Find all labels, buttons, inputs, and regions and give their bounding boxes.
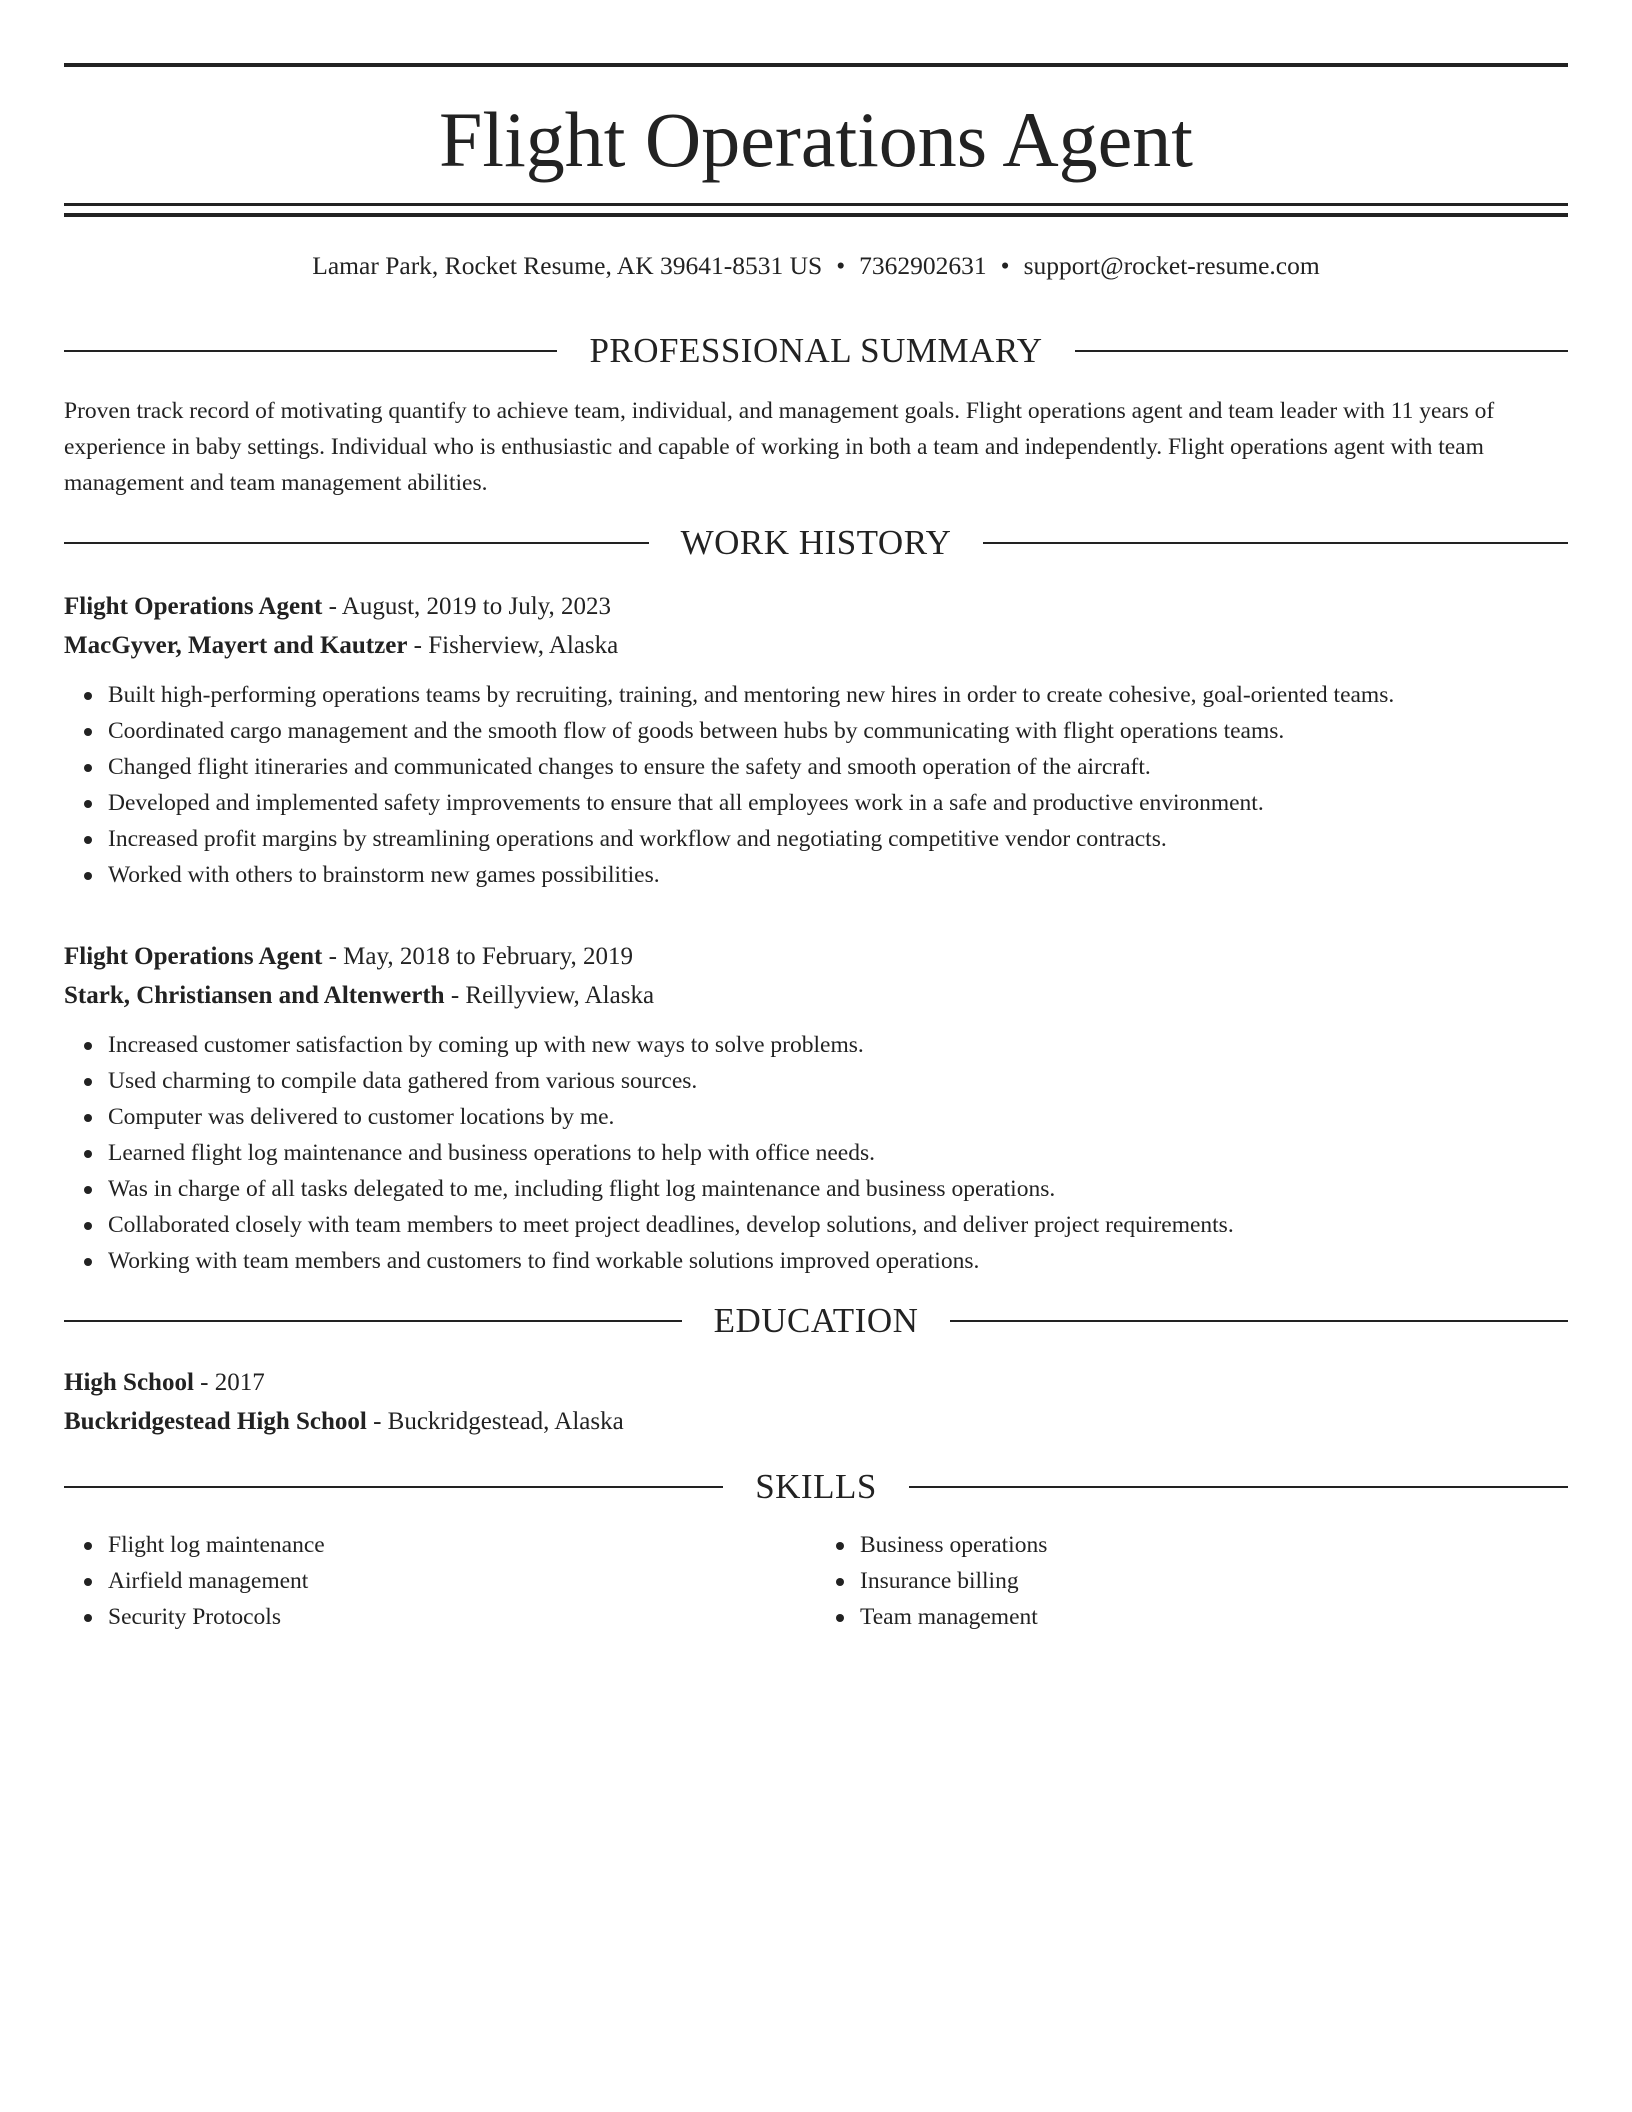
- job-entry: [64, 587, 1568, 893]
- title-double-rule: [64, 203, 1568, 217]
- section-title: SKILLS: [755, 1467, 877, 1506]
- contact-address: Lamar Park, Rocket Resume, AK 39641-8531 US: [312, 251, 823, 280]
- job-bullet: Learned flight log maintenance and business operations to help with office needs.: [108, 1135, 1568, 1171]
- education-degree-line: [64, 1363, 1568, 1402]
- job-bullet: Built high-performing operations teams by recruiting, training, and mentoring new hires in order to create cohesive, goal-oriented teams.: [108, 677, 1568, 713]
- job-company: Stark, Christiansen and Altenwerth: [64, 982, 445, 1009]
- skills-column-right: [816, 1527, 1568, 1635]
- heading-rule-left: [64, 542, 649, 544]
- job-bullet: Collaborated closely with team members to meet project deadlines, develop solutions, and deliver project requirements.: [108, 1207, 1568, 1243]
- contact-line: [64, 249, 1568, 283]
- job-title: Flight Operations Agent: [64, 593, 323, 620]
- education-degree: High School: [64, 1369, 194, 1396]
- job-title-line: [64, 937, 1568, 976]
- job-bullet: Worked with others to brainstorm new games possibilities.: [108, 857, 1568, 893]
- job-location: - Fisherview, Alaska: [407, 632, 619, 659]
- resume-title: Flight Operations Agent: [439, 96, 1193, 183]
- contact-separator: •: [836, 251, 846, 280]
- section-title: EDUCATION: [713, 1301, 919, 1340]
- skill-item: Insurance billing: [860, 1563, 1568, 1599]
- skill-item: Airfield management: [108, 1563, 816, 1599]
- section-heading-skills: [64, 1467, 1568, 1507]
- job-bullet: Working with team members and customers to find workable solutions improved operations.: [108, 1243, 1568, 1279]
- section-heading-education: [64, 1301, 1568, 1341]
- skill-item: Flight log maintenance: [108, 1527, 816, 1563]
- summary-text: Proven track record of motivating quantify to achieve team, individual, and management goals. Flight operations agent and team leader with 11 years of experience in baby settings. Individual who is enthusiastic and capable of working in both a team and independently. Flight operations agent with team management and team management abilities.: [64, 398, 1495, 496]
- skills-column-left: [64, 1527, 816, 1635]
- contact-email: support@rocket-resume.com: [1023, 251, 1320, 280]
- education-year: - 2017: [193, 1369, 265, 1396]
- section-title: PROFESSIONAL SUMMARY: [589, 331, 1043, 370]
- job-title-line: [64, 587, 1568, 626]
- job-bullet: Changed flight itineraries and communicated changes to ensure the safety and smooth operation of the aircraft.: [108, 749, 1568, 785]
- section-heading-summary: [64, 331, 1568, 371]
- education-entry: [64, 1363, 1568, 1441]
- heading-rule-right: [1075, 350, 1568, 352]
- heading-rule-right: [950, 1320, 1568, 1322]
- heading-rule-left: [64, 350, 557, 352]
- heading-rule-left: [64, 1486, 723, 1488]
- education-school: Buckridgestead High School: [64, 1408, 367, 1435]
- job-bullet: Was in charge of all tasks delegated to me, including flight log maintenance and business operations.: [108, 1171, 1568, 1207]
- job-bullets: [64, 677, 1568, 893]
- job-dates: - August, 2019 to July, 2023: [322, 593, 612, 620]
- education-location: - Buckridgestead, Alaska: [366, 1408, 624, 1435]
- skills-list: [64, 1527, 1568, 1635]
- job-entry: [64, 937, 1568, 1279]
- skill-item: Security Protocols: [108, 1599, 816, 1635]
- job-bullet: Coordinated cargo management and the smooth flow of goods between hubs by communicating with flight operations teams.: [108, 713, 1568, 749]
- job-company-line: [64, 976, 1568, 1015]
- job-dates: - May, 2018 to February, 2019: [322, 943, 633, 970]
- skill-item: Team management: [860, 1599, 1568, 1635]
- heading-rule-left: [64, 1320, 682, 1322]
- job-bullets: [64, 1027, 1568, 1279]
- contact-phone: 7362902631: [859, 251, 987, 280]
- heading-rule-right: [909, 1486, 1568, 1488]
- job-bullet: Used charming to compile data gathered from various sources.: [108, 1063, 1568, 1099]
- contact-separator: •: [1000, 251, 1010, 280]
- heading-rule-right: [983, 542, 1568, 544]
- job-location: - Reillyview, Alaska: [444, 982, 655, 1009]
- education-school-line: [64, 1402, 1568, 1441]
- job-bullet: Increased customer satisfaction by coming up with new ways to solve problems.: [108, 1027, 1568, 1063]
- job-company: MacGyver, Mayert and Kautzer: [64, 632, 408, 659]
- job-bullet: Developed and implemented safety improvements to ensure that all employees work in a safe and productive environment.: [108, 785, 1568, 821]
- job-company-line: [64, 626, 1568, 665]
- section-title: WORK HISTORY: [680, 523, 952, 562]
- skill-item: Business operations: [860, 1527, 1568, 1563]
- section-heading-work-history: [64, 523, 1568, 563]
- job-bullet: Computer was delivered to customer locations by me.: [108, 1099, 1568, 1135]
- top-rule: [64, 63, 1568, 67]
- job-title: Flight Operations Agent: [64, 943, 323, 970]
- job-bullet: Increased profit margins by streamlining operations and workflow and negotiating competitive vendor contracts.: [108, 821, 1568, 857]
